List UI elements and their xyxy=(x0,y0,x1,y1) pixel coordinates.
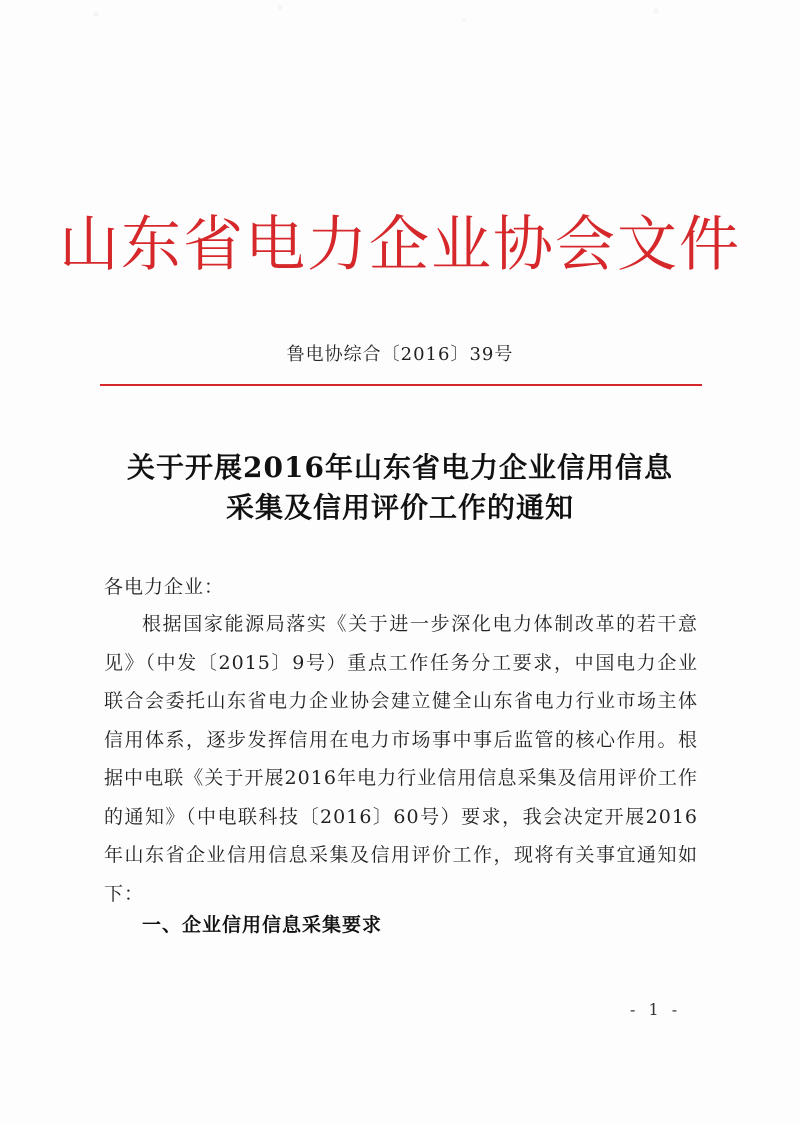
salutation: 各电力企业： xyxy=(104,576,225,598)
document-header: 山东省电力企业协会文件 xyxy=(59,210,741,280)
document-title xyxy=(60,448,740,528)
page-number: - 1 - xyxy=(630,1000,682,1019)
document-number: 鲁电协综合〔2016〕39号 xyxy=(286,344,514,365)
red-divider-line xyxy=(100,384,702,386)
title-line-1: 关于开展2016年山东省电力企业信用信息 xyxy=(127,451,673,484)
body-paragraph: 根据国家能源局落实《关于进一步深化电力体制改革的若干意见》（中发〔2015〕9号）重点工作任务分工要求，中国电力企业联合会委托山东省电力企业协会建立健全山东省电力行业市场主体信用体系，逐步发挥信用在电力市场事中事后监管的核心作用。根据中电联《关于开展2016年电力行业信用信息采集及信用评价工作的通知》（中电联科技〔2016〕60号）要求，我会决定开展2016年山东省企业信用信息采集及信用评价工作，现将有关事宜通知如下： xyxy=(104,613,698,905)
scan-noise xyxy=(0,0,800,180)
title-line-2: 采集及信用评价工作的通知 xyxy=(225,491,574,524)
section-heading: 一、企业信用信息采集要求 xyxy=(142,914,383,936)
